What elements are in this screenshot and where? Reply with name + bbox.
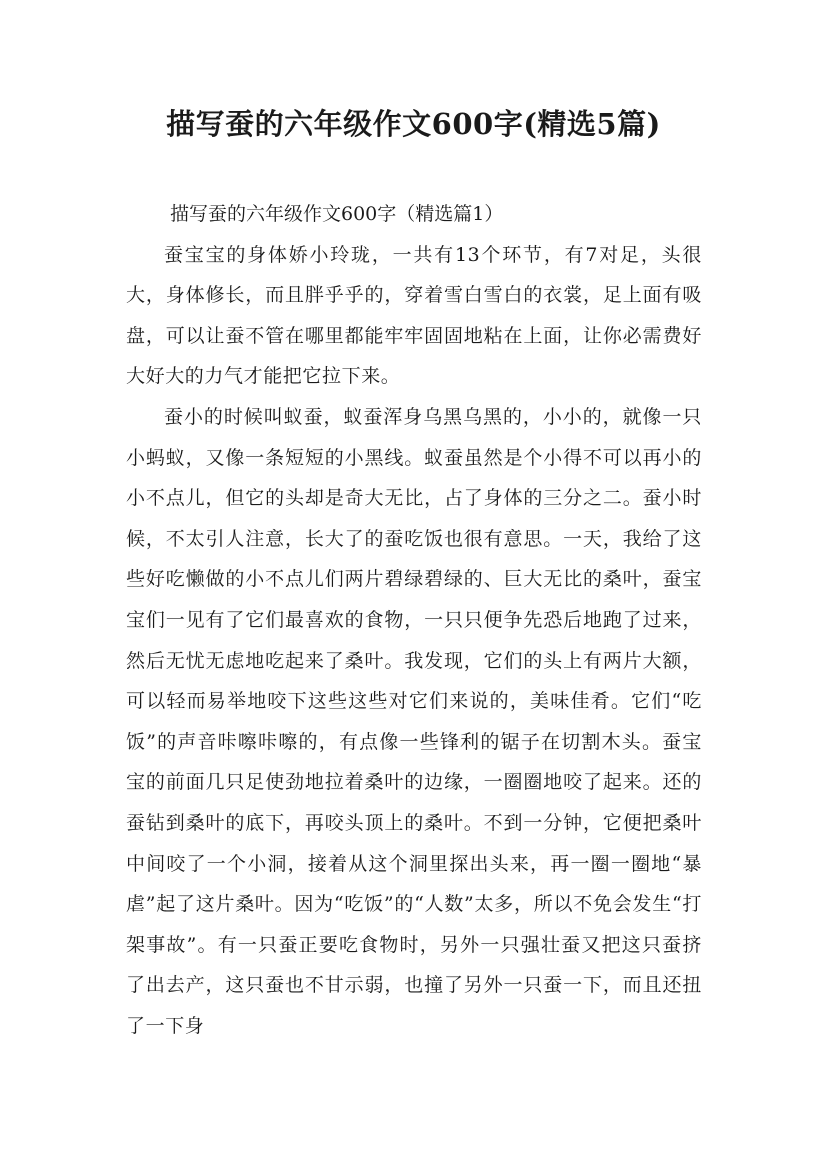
paragraph-1: 蚕宝宝的身体娇小玲珑，一共有13个环节，有7对足，头很大，身体修长，而且胖乎乎的，穿着雪白雪白的衣裳，足上面有吸盘，可以让蚕不管在哪里都能牢牢固固地粘在上面，让你必需费好大好大的力气才能把它拉下来。 [126, 243, 702, 388]
document-body [126, 194, 702, 1046]
paragraph-2: 蚕小的时候叫蚁蚕，蚁蚕浑身乌黑乌黑的，小小的，就像一只小蚂蚁，又像一条短短的小黑线。蚁蚕虽然是个小得不可以再小的小不点儿，但它的头却是奇大无比，占了身体的三分之二。蚕小时候，不太引人注意，长大了的蚕吃饭也很有意思。一天，我给了这些好吃懒做的小不点儿们两片碧绿碧绿的、巨大无比的桑叶，蚕宝宝们一见有了它们最喜欢的食物，一只只便争先恐后地跑了过来，然后无忧无虑地吃起来了桑叶。我发现，它们的头上有两片大额，可以轻而易举地咬下这些这些对它们来说的，美味佳肴。它们“吃饭”的声音咔嚓咔嚓的，有点像一些锋利的锯子在切割木头。蚕宝宝的前面几只足使劲地拉着桑叶的边缘，一圈圈地咬了起来。还的蚕钻到桑叶的底下，再咬头顶上的桑叶。不到一分钟，它便把桑叶中间咬了一个小洞，接着从这个洞里探出头来，再一圈一圈地“暴虐”起了这片桑叶。因为“吃饭”的“人数”太多，所以不免会发生“打架事故”。有一只蚕正要吃食物时，另外一只强壮蚕又把这只蚕挤了出去产，这只蚕也不甘示弱，也撞了另外一只蚕一下，而且还扭了一下身 [126, 405, 702, 1037]
section-heading: 描写蚕的六年级作文600字（精选篇1） [170, 203, 504, 225]
document-title: 描写蚕的六年级作文600字(精选5篇) [166, 107, 661, 141]
